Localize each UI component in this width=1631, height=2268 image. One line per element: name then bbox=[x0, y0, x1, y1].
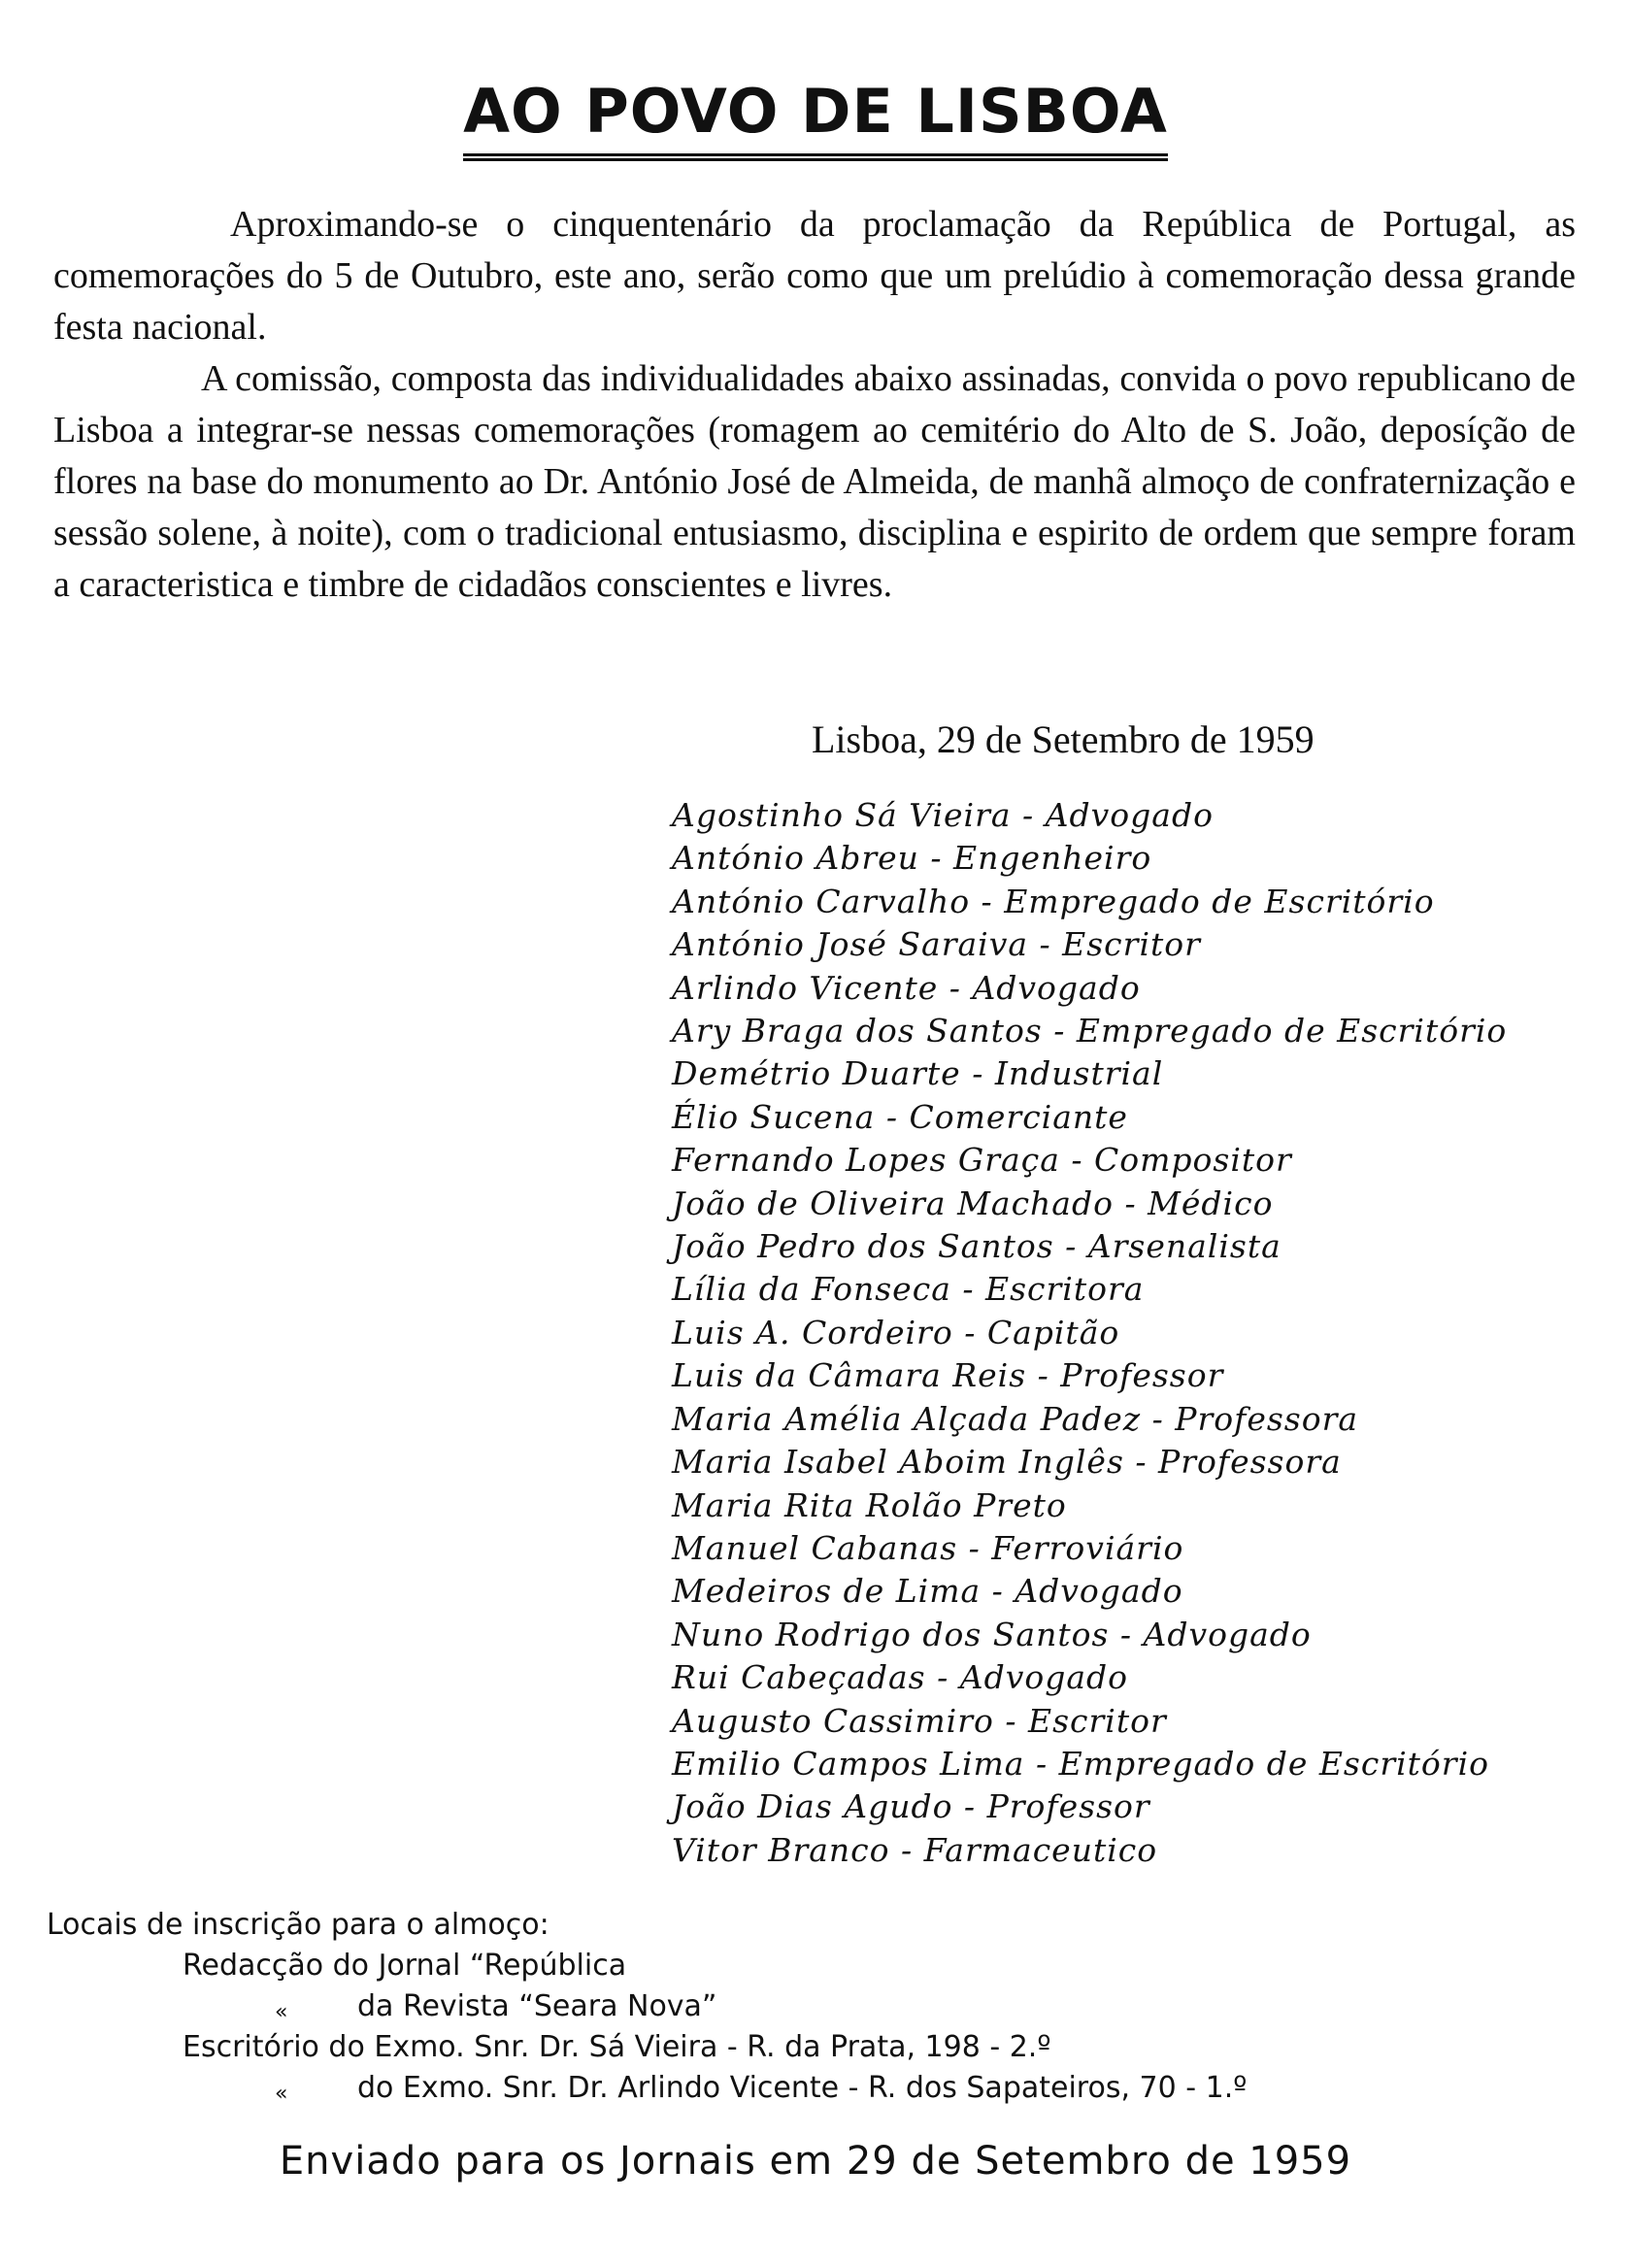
paragraph-invitation: A comissão, composta das individualidades abaixo assinadas, convida o povo republicano de Lisboa a integrar-se nessas comemorações (romagem ao cemitério do Alto de S. João, deposíção de flores na base do monumento ao Dr. António José de Almeida, de manhã almoço de confraternização e sessão solene, à noite), com o tradicional entusiasmo, disciplina e espirito de ordem que sempre foram a caracteristica e timbre de cidadãos conscientes e livres. bbox=[53, 358, 1576, 605]
signatory-item: Emilio Campos Lima - Empregado de Escritório bbox=[672, 1744, 1489, 1783]
locations-heading: Locais de inscrição para o almoço: bbox=[47, 1908, 549, 1942]
signatory-item: Ary Braga dos Santos - Empregado de Escritório bbox=[672, 1012, 1508, 1051]
signatory-item: Lília da Fonseca - Escritora bbox=[672, 1270, 1145, 1309]
page-title: AO POVO DE LISBOA bbox=[463, 76, 1168, 161]
signatory-item: Maria Amélia Alçada Padez - Professora bbox=[672, 1399, 1359, 1438]
registration-locations bbox=[47, 1905, 1248, 2109]
signatory-item: Fernando Lopes Graça - Compositor bbox=[672, 1141, 1292, 1180]
sent-to-newspapers-line: Enviado para os Jornais em 29 de Setembro de 1959 bbox=[279, 2139, 1352, 2184]
signatory-item: António José Saraiva - Escritor bbox=[672, 925, 1201, 964]
signatory-item: Agostinho Sá Vieira - Advogado bbox=[672, 796, 1214, 834]
location-text: Redacção do Jornal “República bbox=[183, 1949, 627, 1983]
location-line bbox=[47, 1986, 717, 2027]
location-line bbox=[47, 2068, 1248, 2109]
signatory-item: Manuel Cabanas - Ferroviário bbox=[672, 1528, 1184, 1567]
header bbox=[0, 76, 1631, 161]
signatory-item: João de Oliveira Machado - Médico bbox=[672, 1184, 1274, 1222]
location-text: do Exmo. Snr. Dr. Arlindo Vicente - R. dos Sapateiros, 70 - 1.º bbox=[357, 2071, 1248, 2105]
announcement-body bbox=[53, 199, 1576, 611]
signatory-item: António Carvalho - Empregado de Escritório bbox=[672, 882, 1435, 920]
signatory-item: Demétrio Duarte - Industrial bbox=[672, 1054, 1164, 1093]
signatory-item: Élio Sucena - Comerciante bbox=[672, 1097, 1128, 1136]
location-text: Escritório do Exmo. Snr. Dr. Sá Vieira - R. da Prata, 198 - 2.º bbox=[183, 2030, 1051, 2064]
signatory-item: João Dias Agudo - Professor bbox=[672, 1787, 1150, 1826]
ditto-mark: « bbox=[275, 2000, 288, 2024]
signatory-item: João Pedro dos Santos - Arsenalista bbox=[672, 1227, 1282, 1266]
signatory-item: António Abreu - Engenheiro bbox=[672, 839, 1152, 878]
paragraph-intro: Aproximando-se o cinquentenário da proclamação da República de Portugal, as comemorações do 5 de Outubro, este ano, serão como que um prelúdio à comemoração dessa grande festa nacional. bbox=[53, 204, 1576, 348]
location-line bbox=[47, 1946, 627, 1986]
place-date-line: Lisboa, 29 de Setembro de 1959 bbox=[812, 717, 1315, 761]
location-line bbox=[47, 2027, 1051, 2068]
signatory-item: Luis A. Cordeiro - Capitão bbox=[672, 1313, 1120, 1351]
signatory-item: Rui Cabeçadas - Advogado bbox=[672, 1658, 1128, 1697]
ditto-mark: « bbox=[275, 2082, 288, 2106]
signatory-item: Medeiros de Lima - Advogado bbox=[672, 1572, 1183, 1611]
signatory-item: Luis da Câmara Reis - Professor bbox=[672, 1356, 1224, 1395]
signatory-item: Arlindo Vicente - Advogado bbox=[672, 968, 1141, 1007]
signatory-item: Vitor Branco - Farmaceutico bbox=[672, 1830, 1158, 1869]
signatory-item: Maria Rita Rolão Preto bbox=[672, 1485, 1067, 1524]
location-text: da Revista “Seara Nova” bbox=[357, 1989, 717, 2023]
signatory-item: Maria Isabel Aboim Inglês - Professora bbox=[672, 1443, 1342, 1482]
signatory-item: Augusto Cassimiro - Escritor bbox=[672, 1701, 1167, 1740]
signatory-item: Nuno Rodrigo dos Santos - Advogado bbox=[672, 1615, 1312, 1653]
signatories-list bbox=[672, 794, 1507, 1872]
